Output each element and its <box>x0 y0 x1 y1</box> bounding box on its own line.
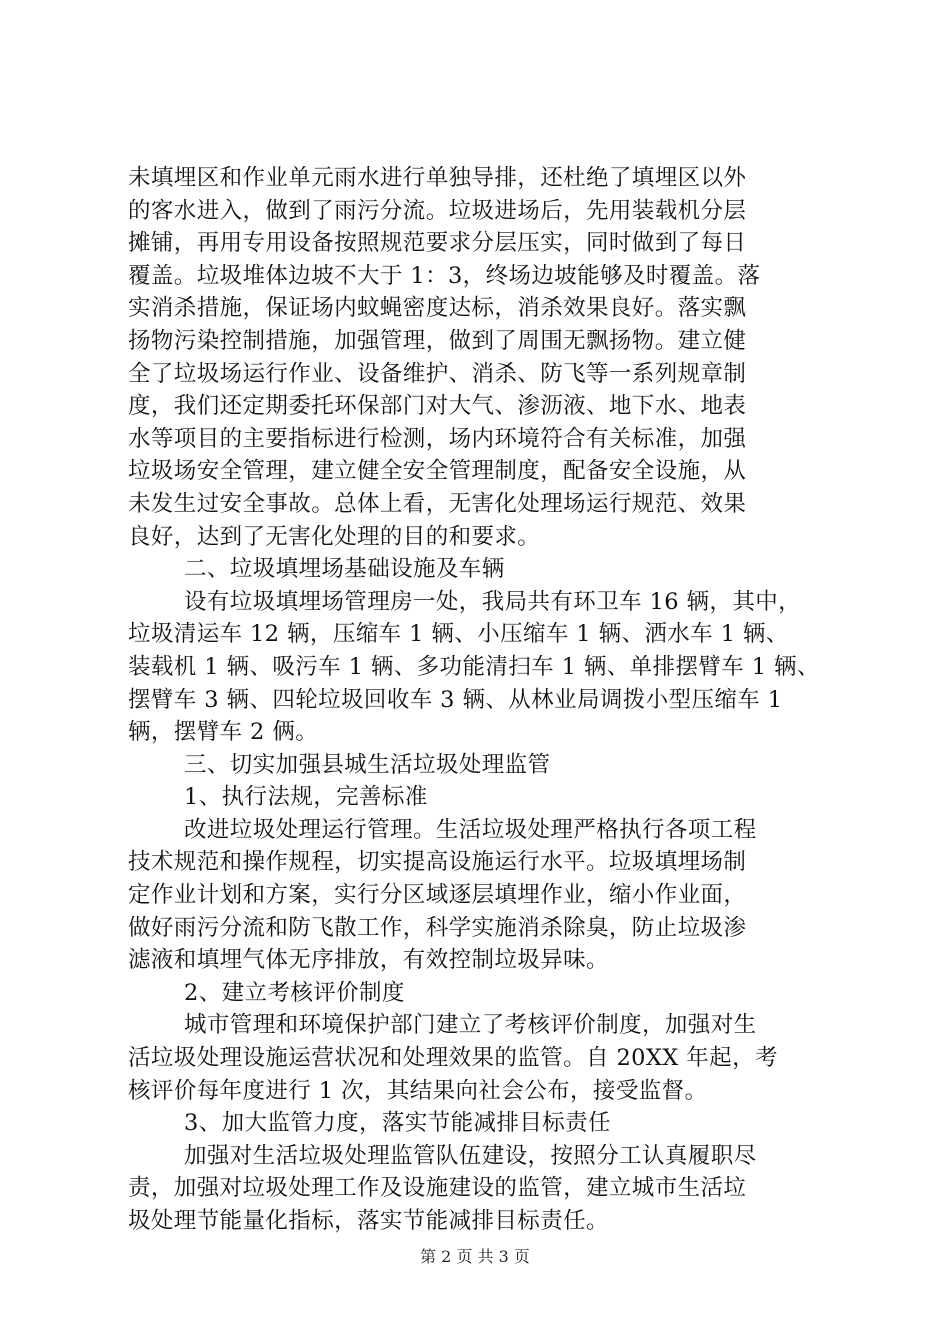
text-line: 水等项目的主要指标进行检测，场内环境符合有关标准，加强 <box>128 425 747 452</box>
text-line: 技术规范和操作规程，切实提高设施运行水平。垃圾填埋场制 <box>128 849 747 876</box>
text-line: 未填埋区和作业单元雨水进行单独导排，还杜绝了填埋区以外 <box>128 165 747 191</box>
text-line: 改进垃圾处理运行管理。生活垃圾处理严格执行各项工程 <box>184 816 757 843</box>
text-line: 度，我们还定期委托环保部门对大气、渗沥液、地下水、地表 <box>128 393 747 420</box>
text-line: 摊铺，再用专用设备按照规范要求分层压实，同时做到了每日 <box>128 230 747 257</box>
text-line: 定作业计划和方案，实行分区域逐层填埋作业，缩小作业面， <box>128 882 747 909</box>
text-line: 设有垃圾填埋场管理房一处，我局共有环卫车 16 辆，其中， <box>184 588 802 615</box>
text-line: 全了垃圾场运行作业、设备维护、消杀、防飞等一系列规章制 <box>128 360 747 387</box>
page-footer: 第 2 页 共 3 页 <box>420 1247 530 1266</box>
text-line: 2、建立考核评价制度 <box>184 979 405 1006</box>
text-line: 核评价每年度进行 1 次，其结果向社会公布，接受监督。 <box>128 1077 708 1104</box>
text-line: 实消杀措施，保证场内蚊蝇密度达标，消杀效果良好。落实飘 <box>128 295 747 322</box>
text-line: 三、切实加强县城生活垃圾处理监管 <box>184 751 551 778</box>
text-line: 做好雨污分流和防飞散工作，科学实施消杀除臭，防止垃圾渗 <box>128 914 747 941</box>
text-line: 垃圾场安全管理，建立健全安全管理制度，配备安全设施，从 <box>128 458 747 485</box>
text-line: 1、执行法规，完善标准 <box>184 784 428 811</box>
text-line: 良好，达到了无害化处理的目的和要求。 <box>128 523 541 550</box>
text-line: 滤液和填埋气体无序排放，有效控制垃圾异味。 <box>128 947 609 974</box>
document-body <box>128 162 840 1238</box>
text-line: 装载机 1 辆、吸污车 1 辆、多功能清扫车 1 辆、单排摆臂车 1 辆、 <box>128 653 820 680</box>
text-line: 城市管理和环境保护部门建立了考核评价制度，加强对生 <box>184 1012 757 1039</box>
text-line: 活垃圾处理设施运营状况和处理效果的监管。自 20XX 年起，考 <box>128 1045 778 1072</box>
text-line: 责，加强对垃圾处理工作及设施建设的监管，建立城市生活垃 <box>128 1175 747 1202</box>
text-line: 3、加大监管力度，落实节能减排目标责任 <box>184 1110 611 1137</box>
text-line: 覆盖。垃圾堆体边坡不大于 1：3，终场边坡能够及时覆盖。落 <box>128 262 761 289</box>
text-line: 辆，摆臂车 2 俩。 <box>128 719 319 746</box>
text-line: 未发生过安全事故。总体上看，无害化处理场运行规范、效果 <box>128 490 747 517</box>
text-line: 加强对生活垃圾处理监管队伍建设，按照分工认真履职尽 <box>184 1142 757 1169</box>
text-line: 的客水进入，做到了雨污分流。垃圾进场后，先用装载机分层 <box>128 197 747 224</box>
text-line: 圾处理节能量化指标，落实节能减排目标责任。 <box>128 1208 609 1234</box>
text-line: 垃圾清运车 12 辆，压缩车 1 辆、小压缩车 1 辆、洒水车 1 辆、 <box>128 621 789 648</box>
text-line: 二、垃圾填埋场基础设施及车辆 <box>184 556 505 583</box>
text-line: 摆臂车 3 辆、四轮垃圾回收车 3 辆、从林业局调拨小型压缩车 1 <box>128 686 783 713</box>
text-line: 扬物污染控制措施，加强管理，做到了周围无飘扬物。建立健 <box>128 327 747 354</box>
